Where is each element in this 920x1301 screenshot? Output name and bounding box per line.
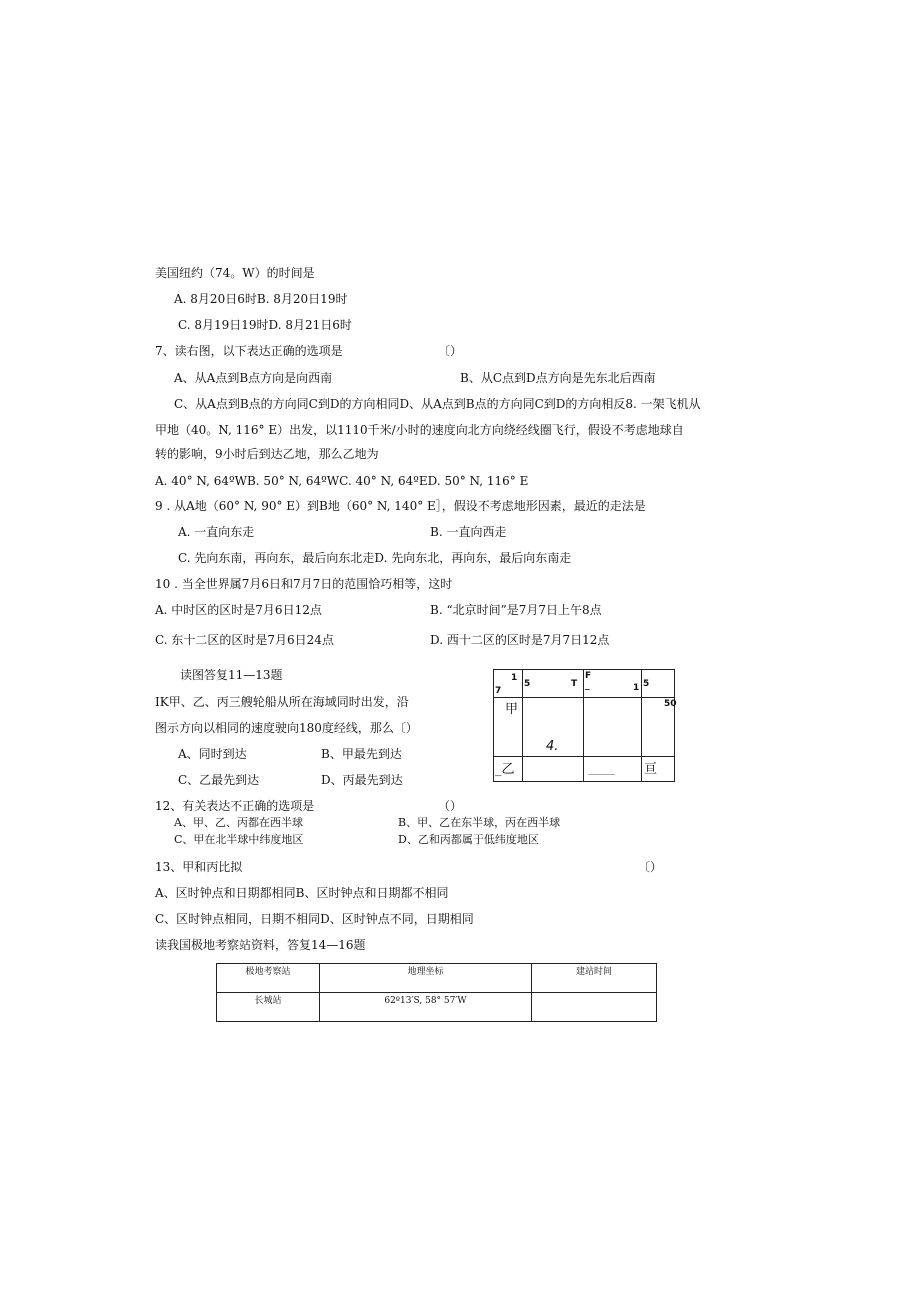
grid-label: 1 [511,673,518,683]
question-7: 7、读右图，以下表达正确的选项是 [155,344,343,358]
option-line: D、丙最先到达 [321,773,403,787]
option-line: A、区时钟点和日期都相同B、区时钟点和日期都不相同 [155,886,449,900]
ship-yi-label: _乙 [495,762,515,777]
option-line: C、区时钟点相同，日期不相同D、区时钟点不同，日期相同 [155,912,474,926]
table-cell: 62º13′S, 58° 57′W [320,993,532,1022]
grid-label: 50 [664,699,677,709]
grid-line [583,670,584,781]
section-heading: 读图答复11—13题 [180,668,283,682]
question-11: IK甲、乙、丙三艘轮船从所在海域同时出发，沿 [155,695,409,709]
option-line: B、从C点到D点方向是先东北后西南 [460,371,656,385]
option-line: A、甲、乙、丙都在西半球 [174,816,303,829]
option-line: A、同时到达 [178,747,247,761]
option-line: A. 中时区的区时是7月6日12点 [155,603,322,617]
question-10: 10 . 当全世界属7月6日和7月7日的范围恰巧相等，这时 [155,577,453,591]
option-line: B. 一直向西走 [430,525,507,539]
grid-label: F [585,671,592,681]
grid-label: _ [585,681,590,691]
option-line: D. 西十二区的区时是7月7日12点 [430,633,610,647]
grid-label: ______ [588,765,615,775]
table-cell: 长城站 [217,993,320,1022]
grid-line [494,697,674,698]
option-line: A. 一直向东走 [178,525,255,539]
option-line: D、乙和丙都属于低纬度地区 [398,833,539,846]
section-heading: 读我国极地考察站资料，答复14—16题 [155,938,366,952]
question-13: 13、甲和丙比拟 [155,860,243,874]
ship-bing-label: 亘 [644,762,658,777]
grid-label: 5 [524,679,531,689]
table-cell [532,993,657,1022]
answer-bracket: 〔） [438,344,463,358]
option-line: B、甲、乙在东半球，丙在西半球 [398,816,561,829]
polar-station-table [216,963,657,1022]
option-line: B、甲最先到达 [321,747,402,761]
option-line: A、从A点到B点方向是向西南 [174,371,333,385]
option-line: A. 8月20日6时B. 8月20日19时 [174,292,348,306]
answer-bracket: 〔） [638,860,663,874]
latitude-longitude-grid-figure [493,669,675,782]
question-9: 9 . 从A地（60° N, 90° E）到B地（60° N, 140° E］，假设不考虑地形因素，最近的走法是 [155,499,646,513]
grid-label: T [571,679,578,689]
option-line: C. 8月19日19时D. 8月21日6时 [178,318,352,332]
question-12: 12、有关表达不正确的选项是 [155,799,315,813]
text-line: 甲地（40。N, 116° E）出发，以1110千米/小时的速度向北方向绕经线圈飞行，假设不考虑地球自 [155,423,684,437]
grid-line [641,670,642,781]
table-header: 极地考察站 [217,964,320,993]
table-header: 地理坐标 [320,964,532,993]
table-header-row [217,964,657,993]
option-line: C、乙最先到达 [178,773,260,787]
table-row [217,993,657,1022]
grid-line [522,670,523,781]
option-line: C. 东十二区的区时是7月6日24点 [155,633,334,647]
text-line: 美国纽约（74。W）的时间是 [155,266,315,280]
grid-line [494,756,674,757]
table-header: 建站时间 [532,964,657,993]
text-line: 转的影响，9小时后到达乙地，那么乙地为 [155,447,379,461]
grid-label: 7 [495,686,502,696]
grid-label: 5 [643,679,650,689]
option-line: B. “北京时间”是7月7日上午8点 [430,603,602,617]
text-line: 图示方向以相同的速度驶向180度经线，那么〔） [155,721,418,735]
option-line: C、甲在北半球中纬度地区 [174,833,304,846]
answer-bracket: （） [438,799,463,813]
option-line: C. 先向东南，再向东，最后向东北走D. 先向东北，再向东，最后向东南走 [178,551,572,565]
option-line: C、从A点到B点的方向同C到D的方向相同D、从A点到B点的方向同C到D的方向相反8. 一架飞机从 [174,397,701,411]
ship-jia-label: 甲 [505,702,519,717]
grid-label: 4. [546,739,559,754]
grid-label: 1 [633,683,640,693]
option-line: A. 40° N, 64ºWB. 50° N, 64ºWC. 40° N, 64ºED. 50° N, 116° E [155,474,529,488]
